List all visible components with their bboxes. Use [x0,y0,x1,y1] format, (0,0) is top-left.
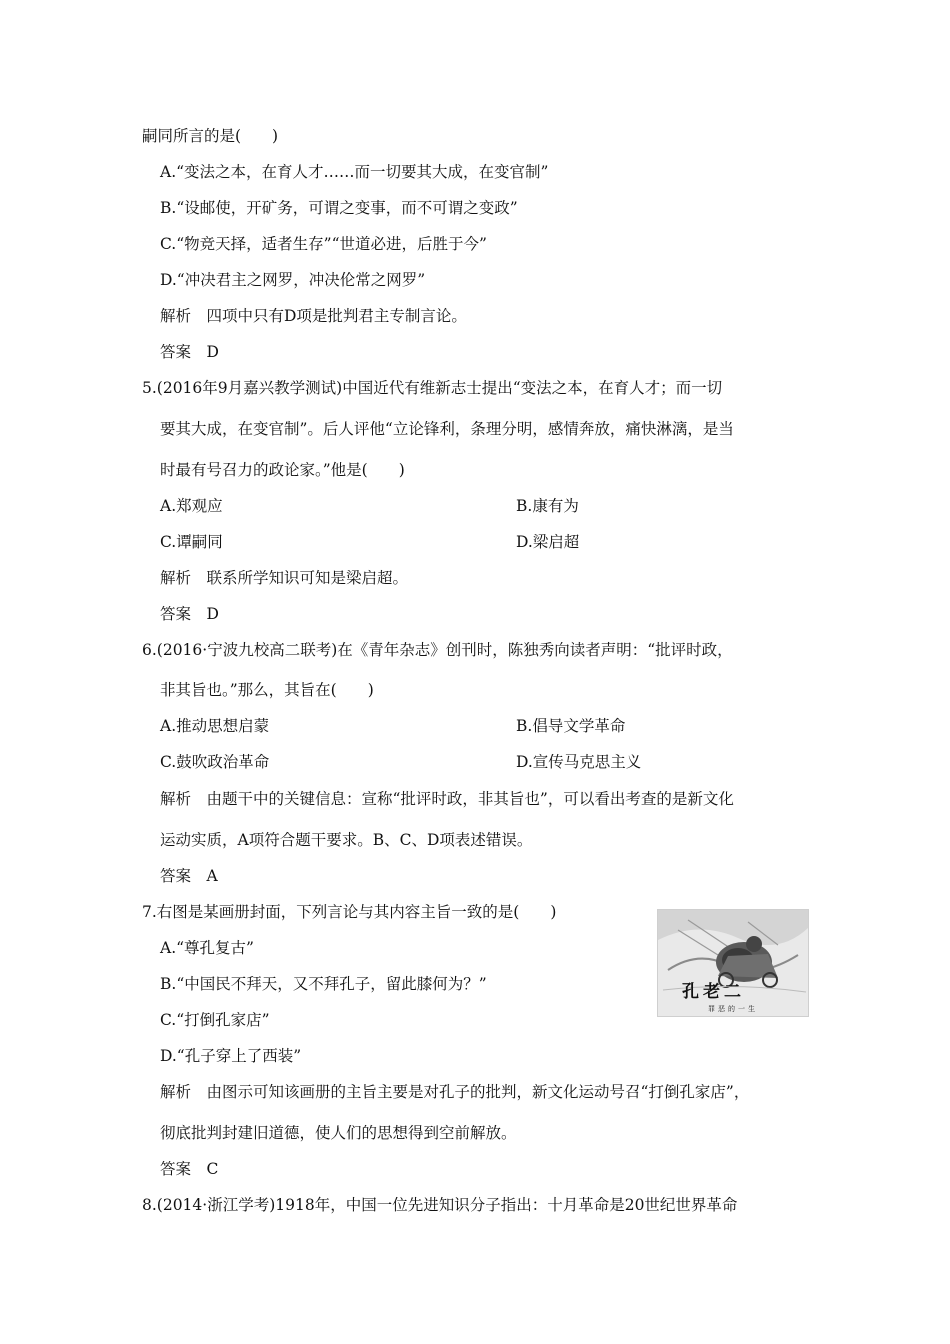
q6-option-b: B.倡导文学革命 [516,717,626,735]
q7-answer: 答案 C [160,1160,219,1178]
q5-answer: 答案 D [160,605,219,623]
q4-analysis: 解析 四项中只有D项是批判君主专制言论。 [160,307,467,325]
q5-stem-line-2: 要其大成，在变官制”。后人评他“立论锋利，条理分明，感情奔放，痛快淋漓，是当 [160,420,734,438]
q6-stem-line-1: 6.(2016·宁波九校高二联考)在《青年杂志》创刊时，陈独秀向读者声明：“批评时政， [142,641,733,659]
q8-stem: 8.(2014·浙江学考)1918年，中国一位先进知识分子指出：十月革命是20世纪世界革命 [142,1196,738,1214]
q5-stem-line-3: 时最有号召力的政论家。”他是( ) [160,461,405,479]
q6-analysis-line-1: 解析 由题干中的关键信息：宣称“批评时政，非其旨也”，可以看出考查的是新文化 [160,790,734,808]
q7-option-a: A.“尊孔复古” [160,939,254,957]
q7-stem: 7.右图是某画册封面，下列言论与其内容主旨一致的是( ) [142,903,557,921]
album-cover-caption: 罪恶的一生 [708,1005,758,1013]
q5-option-d: D.梁启超 [516,533,580,551]
q6-answer: 答案 A [160,867,218,885]
q7-option-d: D.“孔子穿上了西装” [160,1047,302,1065]
q7-option-b: B.“中国民不拜天，又不拜孔子，留此膝何为？” [160,975,487,993]
album-cover-title: 孔老二 [682,982,745,1002]
q6-stem-line-2: 非其旨也。”那么，其旨在( ) [160,681,374,699]
q4-option-c: C.“物竞天择，适者生存”“世道必进，后胜于今” [160,235,487,253]
q5-option-a: A.郑观应 [160,497,223,515]
q4-option-b: B.“设邮使，开矿务，可谓之变事，而不可谓之变政” [160,199,518,217]
q5-stem-line-1: 5.(2016年9月嘉兴教学测试)中国近代有维新志士提出“变法之本，在育人才；而一切 [142,379,723,397]
q7-option-c: C.“打倒孔家店” [160,1011,270,1029]
q7-analysis-line-1: 解析 由图示可知该画册的主旨主要是对孔子的批判，新文化运动号召“打倒孔家店”， [160,1083,750,1101]
album-cover-figure [657,909,809,1017]
q6-option-a: A.推动思想启蒙 [160,717,270,735]
q4-option-d: D.“冲决君主之网罗，冲决伦常之网罗” [160,271,426,289]
q6-analysis-line-2: 运动实质，A项符合题干要求。B、C、D项表述错误。 [160,831,533,849]
q4-option-a: A.“变法之本，在育人才……而一切要其大成，在变官制” [160,163,549,181]
q5-option-b: B.康有为 [516,497,579,515]
q5-option-c: C.谭嗣同 [160,533,223,551]
q7-analysis-line-2: 彻底批判封建旧道德，使人们的思想得到空前解放。 [160,1124,517,1142]
q6-option-c: C.鼓吹政治革命 [160,753,270,771]
q6-option-d: D.宣传马克思主义 [516,753,642,771]
q5-analysis: 解析 联系所学知识可知是梁启超。 [160,569,409,587]
q4-stem-tail: 嗣同所言的是( ) [142,127,279,145]
q4-answer: 答案 D [160,343,219,361]
